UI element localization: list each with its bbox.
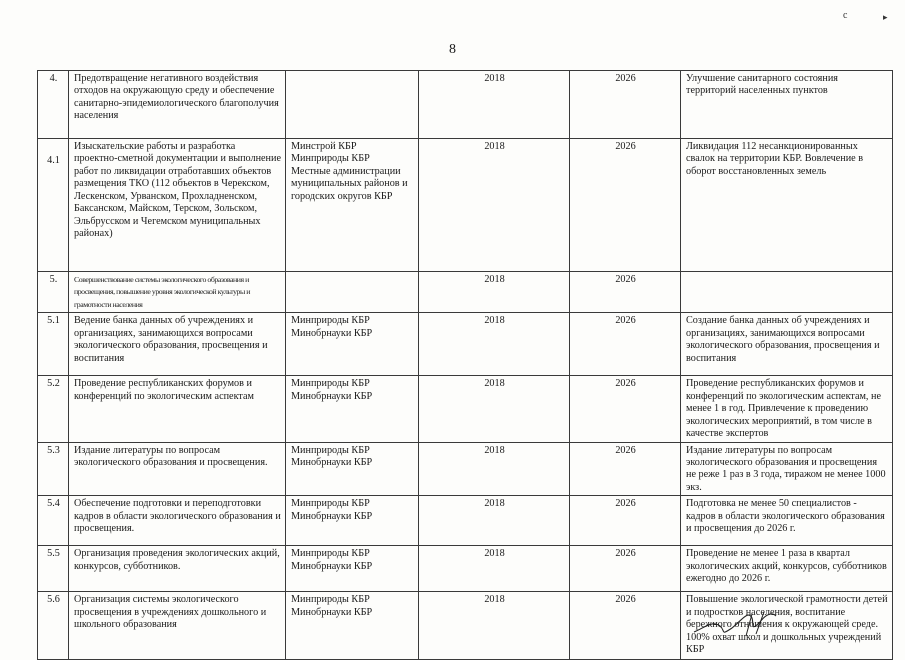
end-year-cell: 2026 bbox=[570, 313, 681, 376]
measure-cell: Издание литературы по вопросам экологического образования и просвещения. bbox=[69, 442, 286, 496]
measure-cell: Проведение республиканских форумов и конференций по экологическим аспектам bbox=[69, 376, 286, 442]
start-year-cell: 2018 bbox=[419, 546, 570, 592]
end-year-cell: 2026 bbox=[570, 376, 681, 442]
end-year-cell: 2026 bbox=[570, 592, 681, 660]
corner-marks bbox=[843, 10, 888, 22]
result-cell bbox=[681, 272, 893, 313]
measure-cell: Изыскательские работы и разработка проектно-сметной документации и выполнение работ по ликвидации отработавших объектов размещения ТКО (112 объектов в Черекском, Лескенском, Урванском, Прохладненском, Баксанском, Майском, Терском, Зольском, Эльбрусском и Чегемском муниципальных районах) bbox=[69, 139, 286, 272]
end-year-cell: 2026 bbox=[570, 496, 681, 546]
executors-text: Минприроды КБР Минобрнауки КБР bbox=[291, 378, 373, 402]
corner-mark: с bbox=[843, 10, 848, 21]
start-year-cell: 2018 bbox=[419, 496, 570, 546]
page-number: 8 bbox=[449, 42, 456, 57]
executors-text: Минприроды КБР Минобрнауки КБР bbox=[291, 315, 373, 339]
row-number: 4. bbox=[38, 71, 69, 139]
row-number: 5.1 bbox=[38, 313, 69, 376]
row-number: 5.4 bbox=[38, 496, 69, 546]
end-year-cell: 2026 bbox=[570, 442, 681, 496]
table-row bbox=[38, 496, 893, 546]
executors-text: Минприроды КБР Минобрнауки КБР bbox=[291, 498, 373, 522]
measure-cell bbox=[69, 272, 286, 313]
measure-cell: Обеспечение подготовки и переподготовки кадров в области экологического образования и просвещения. bbox=[69, 496, 286, 546]
measure-cell: Предотвращение негативного воздействия отходов на окружающую среду и обеспечение санитарно-эпидемиологического благополучия населения bbox=[69, 71, 286, 139]
start-year-cell: 2018 bbox=[419, 71, 570, 139]
end-year-cell: 2026 bbox=[570, 139, 681, 272]
table-row bbox=[38, 442, 893, 496]
executors-cell bbox=[286, 496, 419, 546]
table-row bbox=[38, 376, 893, 442]
start-year-cell: 2018 bbox=[419, 592, 570, 660]
start-year-cell: 2018 bbox=[419, 272, 570, 313]
end-year-cell: 2026 bbox=[570, 272, 681, 313]
row-number: 5.6 bbox=[38, 592, 69, 660]
result-cell: Повышение экологической грамотности детей и подростков населения, воспитание бережного отношения к окружающей среде. 100% охват школ и дошкольных учреждений КБР bbox=[681, 592, 893, 660]
executors-cell bbox=[286, 313, 419, 376]
executors-cell bbox=[286, 376, 419, 442]
executors-text: Минстрой КБР Минприроды КБР Местные администрации муниципальных районов и городских округов КБР bbox=[291, 141, 408, 202]
start-year-cell: 2018 bbox=[419, 313, 570, 376]
result-cell: Ликвидация 112 несанкционированных свалок на территории КБР. Вовлечение в оборот восстановленных земель bbox=[681, 139, 893, 272]
executors-cell bbox=[286, 71, 419, 139]
table-row bbox=[38, 313, 893, 376]
executors-cell bbox=[286, 592, 419, 660]
result-cell: Улучшение санитарного состояния территорий населенных пунктов bbox=[681, 71, 893, 139]
measure-cell: Организация проведения экологических акций, конкурсов, субботников. bbox=[69, 546, 286, 592]
executors-cell bbox=[286, 139, 419, 272]
table-row bbox=[38, 139, 893, 272]
row-number: 5.3 bbox=[38, 442, 69, 496]
measures-table bbox=[37, 70, 893, 660]
result-cell: Создание банка данных об учреждениях и организациях, занимающихся вопросами экологического образования, просвещения и воспитания bbox=[681, 313, 893, 376]
row-number: 5. bbox=[38, 272, 69, 313]
result-cell: Проведение республиканских форумов и конференций по экологическим аспектам, не менее 1 в год. Привлечение к проведению экологических мероприятий, в том числе в качестве экспертов bbox=[681, 376, 893, 442]
table-row bbox=[38, 546, 893, 592]
result-cell: Подготовка не менее 50 специалистов - кадров в области экологического образования и просвещения до 2026 г. bbox=[681, 496, 893, 546]
row-number: 5.2 bbox=[38, 376, 69, 442]
end-year-cell: 2026 bbox=[570, 71, 681, 139]
end-year-cell: 2026 bbox=[570, 546, 681, 592]
executors-cell bbox=[286, 272, 419, 313]
row-number: 5.5 bbox=[38, 546, 69, 592]
measure-cell: Организация системы экологического просвещения в учреждениях дошкольного и школьного образования bbox=[69, 592, 286, 660]
start-year-cell: 2018 bbox=[419, 442, 570, 496]
handwritten-signature bbox=[690, 598, 780, 640]
start-year-cell: 2018 bbox=[419, 139, 570, 272]
executors-text: Минприроды КБР Минобрнауки КБР bbox=[291, 444, 373, 468]
start-year-cell: 2018 bbox=[419, 376, 570, 442]
executors-text: Минприроды КБР Минобрнауки КБР bbox=[291, 594, 373, 618]
measure-cell: Ведение банка данных об учреждениях и организациях, занимающихся вопросами экологического образования, просвещения и воспитания bbox=[69, 313, 286, 376]
row-number: 4.1 bbox=[38, 139, 69, 272]
executors-text: Минприроды КБР Минобрнауки КБР bbox=[291, 548, 373, 572]
measure-text: Совершенствование системы экологического образования и просвещения, повышение уровня экологической культуры и грамотности населения bbox=[74, 275, 250, 309]
result-cell: Проведение не менее 1 раза в квартал экологических акций, конкурсов, субботников ежегодно до 2026 г. bbox=[681, 546, 893, 592]
result-cell: Издание литературы по вопросам экологического образования и просвещения не реже 1 раз в 3 года, тиражом не менее 1000 экз. bbox=[681, 442, 893, 496]
corner-dot: ▸ bbox=[883, 12, 888, 22]
executors-cell bbox=[286, 442, 419, 496]
table-row bbox=[38, 71, 893, 139]
executors-cell bbox=[286, 546, 419, 592]
table-row bbox=[38, 272, 893, 313]
